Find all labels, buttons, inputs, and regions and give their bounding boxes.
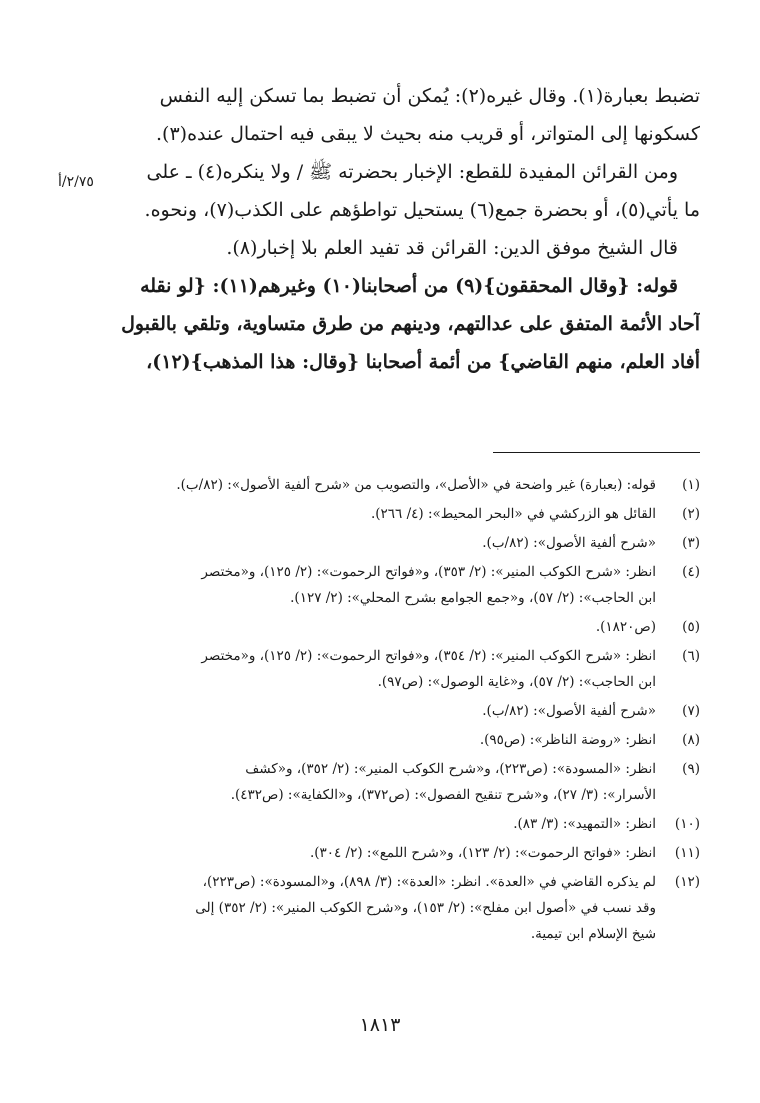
footnote-text — [60, 501, 656, 527]
footnote-line: انظر: «المسودة»: (ص٢٢٣)، و«شرح الكوكب المنير»: (٢/ ٣٥٢)، و«كشف — [245, 761, 656, 777]
main-text-line: تضبط بعبارة(١). وقال غيره(٢): يُمكن أن تضبط بما تسكن إليه النفس — [159, 85, 700, 107]
footnote-line: قوله: (بعبارة) غير واضحة في «الأصل»، والتصويب من «شرح ألفية الأصول»: (٨٢/ب). — [176, 477, 656, 493]
footnote-text — [60, 472, 656, 498]
footnote-text — [60, 530, 656, 556]
footnote-number: (٥) — [682, 619, 700, 635]
page-number: ١٨١٣ — [359, 1014, 401, 1036]
margin-reference: ٢/٧٥/أ — [58, 174, 94, 190]
footnote-line: (ص١٨٢٠). — [595, 619, 656, 635]
footnote-line: «شرح ألفية الأصول»: (٨٢/ب). — [482, 703, 656, 719]
footnote-number: (٧) — [682, 703, 700, 719]
footnote-number: (٤) — [682, 564, 700, 580]
footnote-text — [60, 614, 656, 640]
footnote — [60, 811, 700, 837]
main-text-line: أفاد العلم، منهم القاضي} من أئمة أصحابنا {وقال: هذا المذهب}(١٢)، — [146, 351, 700, 373]
footnote-line: شيخ الإسلام ابن تيمية. — [530, 926, 656, 942]
footnote-text — [60, 869, 656, 947]
footnote-text — [60, 756, 656, 808]
footnote — [60, 530, 700, 556]
footnote — [60, 614, 700, 640]
footnote — [60, 727, 700, 753]
footnote-number: (٣) — [682, 535, 700, 551]
footnote — [60, 643, 700, 695]
footnote-text — [60, 811, 656, 837]
main-text-line: آحاد الأئمة المتفق على عدالتهم، ودينهم من طرق متساوية، وتلقي بالقبول — [121, 313, 700, 335]
footnote — [60, 559, 700, 611]
footnote-separator — [493, 452, 700, 453]
main-text-block — [60, 82, 700, 386]
main-text-line: قوله: {وقال المحققون}(٩) من أصحابنا(١٠) وغيرهم(١١): {لو نقله — [140, 275, 678, 297]
footnote-text — [60, 559, 656, 611]
footnote-number: (١) — [682, 477, 700, 493]
footnote-number: (٩) — [682, 761, 700, 777]
footnote — [60, 501, 700, 527]
footnote-number: (١٠) — [674, 816, 700, 832]
footnote-number: (٢) — [682, 506, 700, 522]
footnote — [60, 472, 700, 498]
footnote-text — [60, 840, 656, 866]
footnote-line: ابن الحاجب»: (٢/ ٥٧)، و«جمع الجوامع بشرح المحلي»: (٢/ ١٢٧). — [290, 590, 656, 606]
footnote-line: ابن الحاجب»: (٢/ ٥٧)، و«غاية الوصول»: (ص٩٧). — [377, 674, 656, 690]
footnote-line: القائل هو الزركشي في «البحر المحيط»: (٤/ ٢٦٦). — [370, 506, 656, 522]
footnote-line: الأسرار»: (٣/ ٢٧)، و«شرح تنقيح الفصول»: (ص٣٧٢)، و«الكفاية»: (ص٤٣٢). — [230, 787, 656, 803]
footnote-line: انظر: «شرح الكوكب المنير»: (٢/ ٣٥٣)، و«فواتح الرحموت»: (٢/ ١٢٥)، و«مختصر — [201, 564, 656, 580]
footnote-number: (١٢) — [674, 874, 700, 890]
footnote — [60, 869, 700, 947]
footnote-line: انظر: «التمهيد»: (٣/ ٨٣). — [513, 816, 656, 832]
footnote — [60, 756, 700, 808]
main-text-line: ما يأتي(٥)، أو بحضرة جمع(٦) يستحيل تواطؤهم على الكذب(٧)، ونحوه. — [144, 199, 700, 221]
footnote-number: (١١) — [674, 845, 700, 861]
footnote — [60, 840, 700, 866]
footnote-line: وقد نسب في «أصول ابن مفلح»: (٢/ ١٥٣)، و«شرح الكوكب المنير»: (٢/ ٣٥٢) إلى — [195, 900, 656, 916]
footnote-line: انظر: «شرح الكوكب المنير»: (٢/ ٣٥٤)، و«فواتح الرحموت»: (٢/ ١٢٥)، و«مختصر — [201, 648, 656, 664]
main-text-line: كسكونها إلى المتواتر، أو قريب منه بحيث لا يبقى فيه احتمال عنده(٣). — [156, 123, 700, 145]
footnote-line: «شرح ألفية الأصول»: (٨٢/ب). — [482, 535, 656, 551]
footnote-line: انظر: «روضة الناظر»: (ص٩٥). — [479, 732, 656, 748]
footnote-line: انظر: «فواتح الرحموت»: (٢/ ١٢٣)، و«شرح اللمع»: (٢/ ٣٠٤). — [309, 845, 656, 861]
main-text-line: قال الشيخ موفق الدين: القرائن قد تفيد العلم بلا إخبار(٨). — [226, 237, 678, 259]
footnotes-list — [60, 472, 700, 950]
footnote-text — [60, 643, 656, 695]
footnote-number: (٦) — [682, 648, 700, 664]
footnote-line: لم يذكره القاضي في «العدة». انظر: «العدة»: (٣/ ٨٩٨)، و«المسودة»: (ص٢٢٣)، — [202, 874, 656, 890]
footnote-text — [60, 698, 656, 724]
footnote — [60, 698, 700, 724]
footnote-text — [60, 727, 656, 753]
main-text-line: ومن القرائن المفيدة للقطع: الإخبار بحضرته ﷺ / ولا ينكره(٤) ـ على — [146, 161, 678, 183]
footnote-number: (٨) — [682, 732, 700, 748]
